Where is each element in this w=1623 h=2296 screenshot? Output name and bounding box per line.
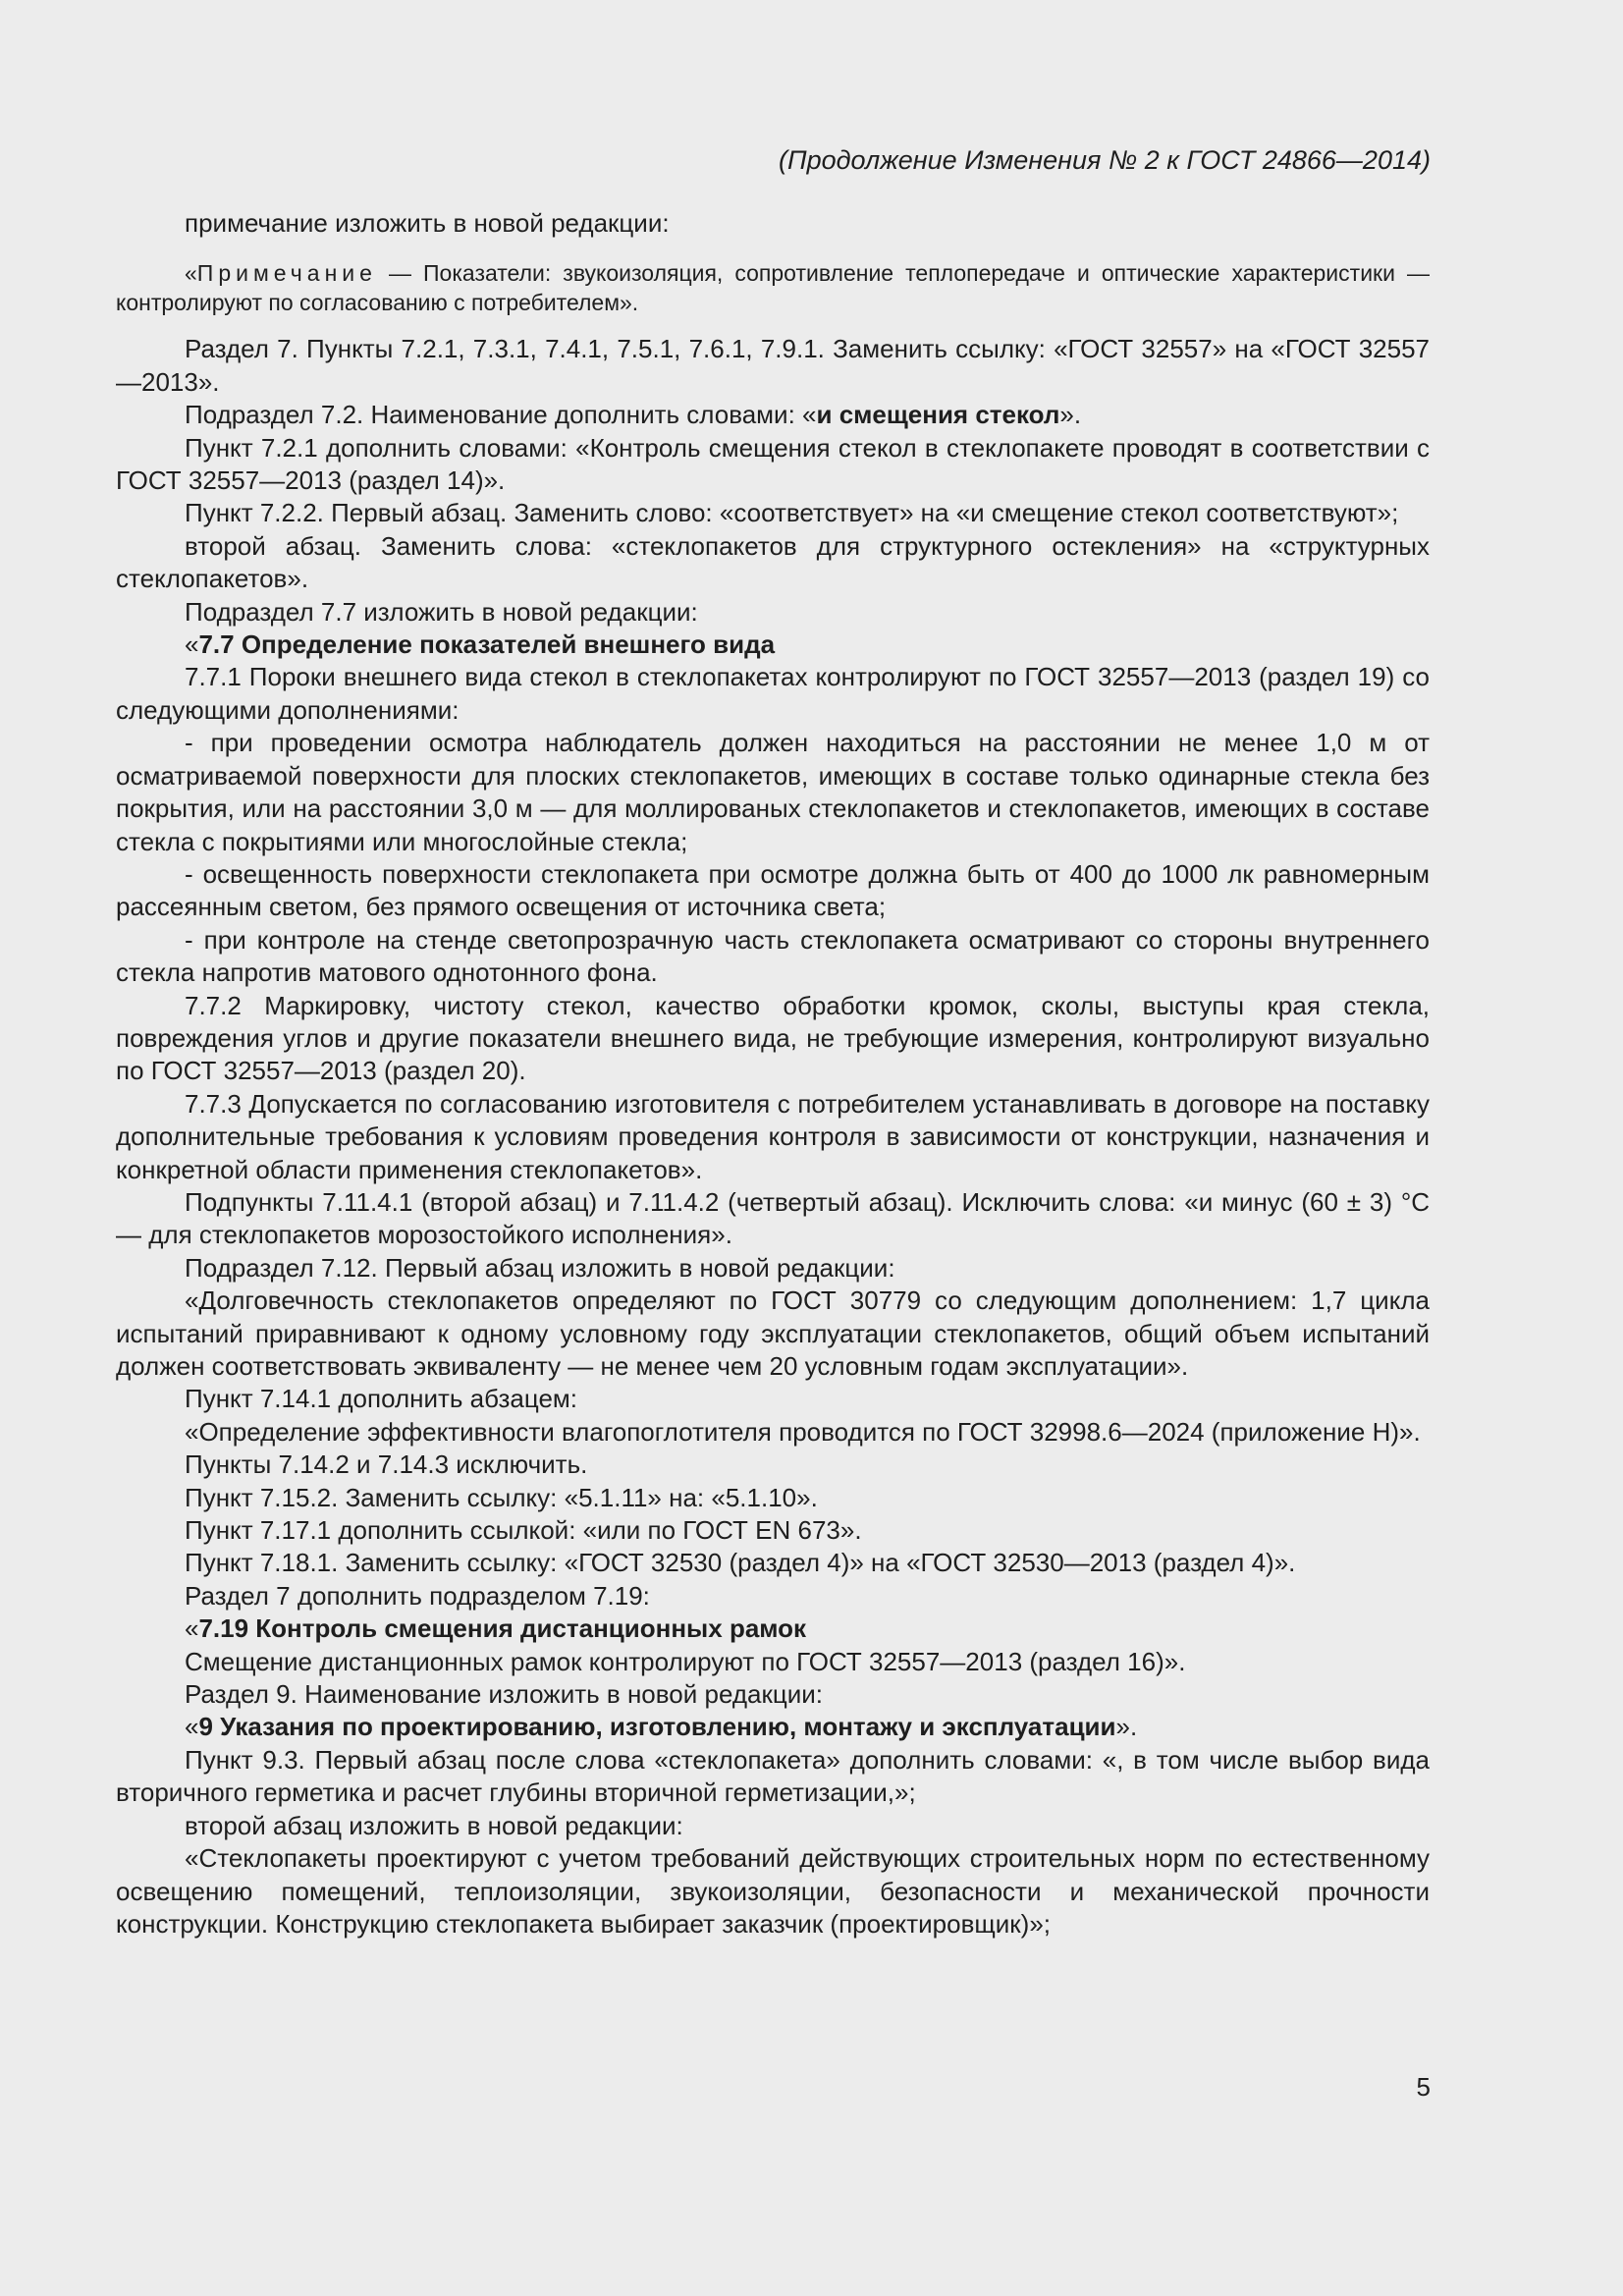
paragraph: Пункт 7.15.2. Заменить ссылку: «5.1.11» на: «5.1.10». xyxy=(185,1482,818,1512)
paragraph: Пункт 7.2.1 дополнить словами: «Контроль смещения стекол в стеклопакете проводят в соответствии с ГОСТ 32557—2013 (раздел 14)». xyxy=(116,432,1430,496)
paragraph: второй абзац. Заменить слова: «стеклопакетов для структурного остекления» на «структурных стеклопакетов». xyxy=(116,530,1430,594)
paragraph: Пункт 7.14.1 дополнить абзацем: xyxy=(185,1384,578,1414)
paragraph: Пункты 7.14.2 и 7.14.3 исключить. xyxy=(185,1449,588,1480)
paragraph: Пункт 7.2.2. Первый абзац. Заменить слово: «соответствует» на «и смещение стекол соответствуют»; xyxy=(185,498,1399,528)
note-text: — Показатели: звукоизоляция, сопротивление теплопередаче и оптические характеристики — контролируют по согласованию с потребителем». xyxy=(116,260,1430,315)
page-number: 5 xyxy=(1416,2072,1431,2102)
bold-text: и смещения стекол xyxy=(816,400,1060,430)
list-item: - освещенность поверхности стеклопакета при осмотре должна быть от 400 до 1000 лк равномерным рассеянным светом, без прямого освещения от источника света; xyxy=(116,858,1430,922)
paragraph: Пункт 9.3. Первый абзац после слова «стеклопакета» дополнить словами: «, в том числе выбор вида вторичного герметика и расчет глубины вторичной герметизации,»; xyxy=(116,1744,1430,1808)
note-paragraph xyxy=(116,259,1430,317)
paragraph: второй абзац изложить в новой редакции: xyxy=(185,1810,683,1840)
paragraph: «Долговечность стеклопакетов определяют по ГОСТ 30779 со следующим дополнением: 1,7 цикла испытаний приравнивают к одному условному году эксплуатации стеклопакетов, общий объем испытаний должен соответствовать эквиваленту — не менее чем 20 условным годам эксплуатации». xyxy=(116,1285,1430,1381)
bold-text: 7.7 Определение показателей внешнего вида xyxy=(198,629,776,660)
text-run: « xyxy=(185,629,199,660)
paragraph: Раздел 7. Пункты 7.2.1, 7.3.1, 7.4.1, 7.5.1, 7.6.1, 7.9.1. Заменить ссылку: «ГОСТ 32557» на «ГОСТ 32557—2013». xyxy=(116,334,1430,397)
text-run: ». xyxy=(1059,400,1082,430)
running-header: (Продолжение Изменения № 2 к ГОСТ 24866—2014) xyxy=(779,145,1431,175)
paragraph: Раздел 9. Наименование изложить в новой редакции: xyxy=(185,1679,823,1710)
text-run: ». xyxy=(1115,1712,1138,1742)
paragraph: Раздел 7 дополнить подразделом 7.19: xyxy=(185,1580,650,1611)
paragraph: примечание изложить в новой редакции: xyxy=(185,208,670,238)
bold-text: 9 Указания по проектированию, изготовлению, монтажу и эксплуатации xyxy=(198,1712,1116,1742)
paragraph xyxy=(116,399,1430,431)
paragraph: 7.7.1 Пороки внешнего вида стекол в стеклопакетах контролируют по ГОСТ 32557—2013 (раздел 19) со следующими дополнениями: xyxy=(116,662,1430,725)
note-label: Примечание xyxy=(196,260,377,287)
section-heading xyxy=(116,1613,1430,1645)
paragraph: Подпункты 7.11.4.1 (второй абзац) и 7.11.4.2 (четвертый абзац). Исключить слова: «и минус (60 ± 3) °С — для стеклопакетов морозостойкого исполнения». xyxy=(116,1186,1430,1250)
bold-text: 7.19 Контроль смещения дистанционных рамок xyxy=(198,1613,807,1644)
list-item: - при контроле на стенде светопрозрачную часть стеклопакета осматривают со стороны внутреннего стекла напротив матового однотонного фона. xyxy=(116,924,1430,988)
paragraph: Пункт 7.17.1 дополнить ссылкой: «или по ГОСТ EN 673». xyxy=(185,1515,862,1546)
text-run: « xyxy=(185,1712,199,1742)
paragraph: 7.7.2 Маркировку, чистоту стекол, качество обработки кромок, сколы, выступы края стекла, повреждения углов и другие показатели внешнего вида, не требующие измерения, контролируют визуально по ГОСТ 32557—2013 (раздел 20). xyxy=(116,990,1430,1086)
document-body xyxy=(116,207,1430,1941)
note-open-quote: « xyxy=(185,260,197,287)
text-run: « xyxy=(185,1613,199,1644)
paragraph: «Стеклопакеты проектируют с учетом требований действующих строительных норм по естественному освещению помещений, теплоизоляции, звукоизоляции, безопасности и механической прочности конструкции. Конструкцию стеклопакета выбирает заказчик (проектировщик)»; xyxy=(116,1843,1430,1939)
paragraph: Смещение дистанционных рамок контролируют по ГОСТ 32557—2013 (раздел 16)». xyxy=(185,1646,1186,1676)
text-run: Подраздел 7.2. Наименование дополнить словами: « xyxy=(185,400,817,430)
paragraph: «Определение эффективности влагопоглотителя проводится по ГОСТ 32998.6—2024 (приложение Н)». xyxy=(185,1416,1421,1447)
section-heading xyxy=(116,1711,1430,1743)
paragraph: Подраздел 7.12. Первый абзац изложить в новой редакции: xyxy=(185,1252,895,1283)
paragraph: Пункт 7.18.1. Заменить ссылку: «ГОСТ 32530 (раздел 4)» на «ГОСТ 32530—2013 (раздел 4)». xyxy=(185,1548,1296,1578)
paragraph: 7.7.3 Допускается по согласованию изготовителя с потребителем устанавливать в договоре на поставку дополнительные требования к условиям проведения контроля в зависимости от конструкции, назначения и конкретной области применения стеклопакетов». xyxy=(116,1088,1430,1184)
list-item: - при проведении осмотра наблюдатель должен находиться на расстоянии не менее 1,0 м от осматриваемой поверхности для плоских стеклопакетов, имеющих в составе только одинарные стекла без покрытия, или на расстоянии 3,0 м — для моллированых стеклопакетов и стеклопакетов, имеющих в составе стекла с покрытиями или многослойные стекла; xyxy=(116,728,1430,856)
paragraph: Подраздел 7.7 изложить в новой редакции: xyxy=(185,596,698,627)
section-heading xyxy=(116,629,1430,661)
